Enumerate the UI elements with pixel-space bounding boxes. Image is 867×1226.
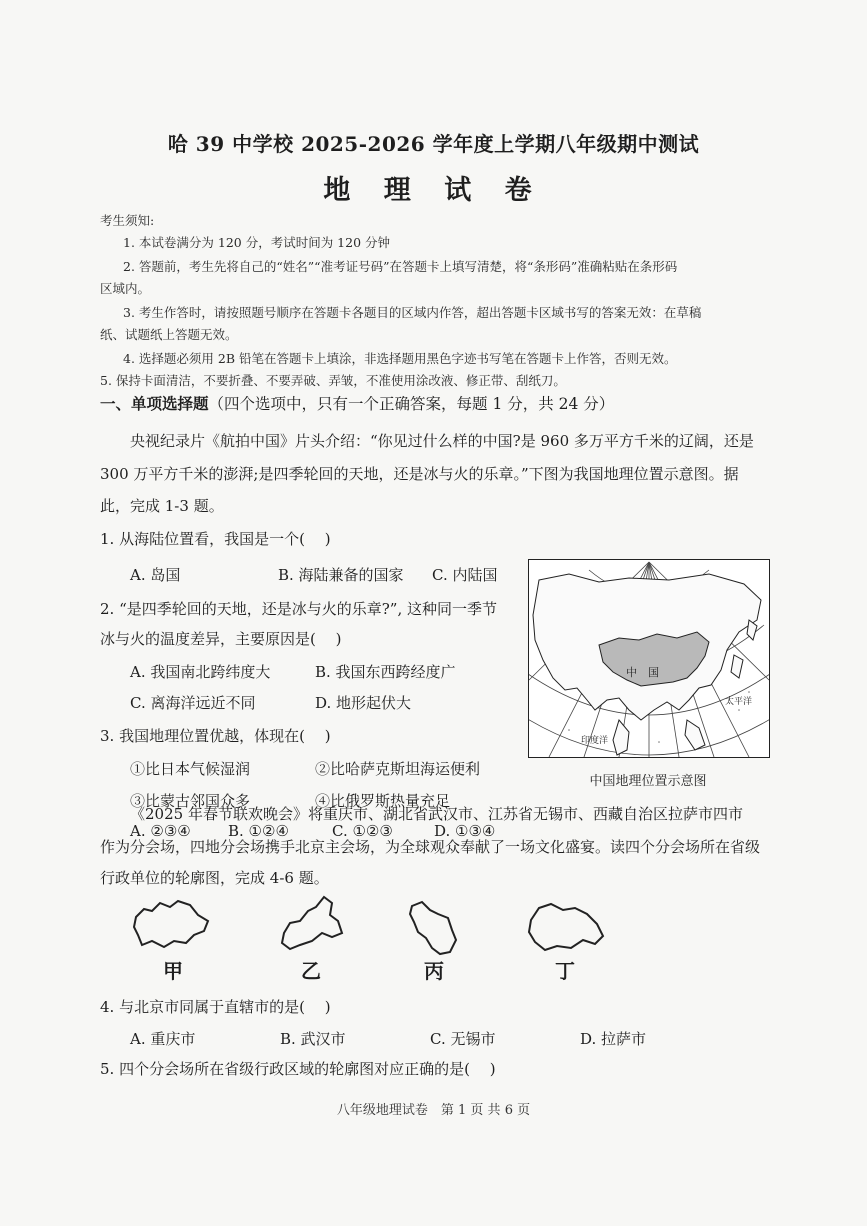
notice-line: 区域内。 — [100, 281, 151, 296]
q4-option-c: C. 无锡市 — [430, 1030, 496, 1048]
map-label-indian: 印度洋 — [581, 736, 609, 746]
subject-title: 地 理 试 卷 — [323, 175, 544, 206]
notice-line: 3. 考生作答时，请按照题号顺序在答题卡各题目的区域内作答，超出答题卡区域书写的答案无效：在草稿 — [123, 305, 702, 320]
question-5-stem: 5. 四个分会场所在省级行政区域的轮廓图对应正确的是( ) — [100, 1060, 496, 1078]
q3-item: ④比俄罗斯热量充足 — [315, 792, 451, 810]
passage2-line: 《2025 年春节联欢晚会》将重庆市、湖北省武汉市、江苏省无锡市、西藏自治区拉萨市四市 — [130, 805, 743, 823]
exam-title: 哈 39 中学校 2025-2026 学年度上学期八年级期中测试 — [167, 132, 700, 156]
map-caption: 中国地理位置示意图 — [589, 774, 707, 789]
q2-option-d: D. 地形起伏大 — [315, 694, 412, 712]
q2-option-a: A. 我国南北跨纬度大 — [130, 663, 271, 681]
q3-option-b: B. ①②④ — [228, 822, 289, 840]
passage-line: 此，完成 1-3 题。 — [100, 497, 224, 515]
notice-heading: 考生须知: — [100, 213, 155, 228]
q3-option-a: A. ②③④ — [130, 822, 191, 840]
map-label-pacific: 太平洋 — [725, 697, 753, 707]
question-3-stem: 3. 我国地理位置优越，体现在( ) — [100, 727, 331, 745]
q3-item: ②比哈萨克斯坦海运便利 — [315, 760, 481, 778]
section-title: 一、单项选择题 — [100, 394, 209, 413]
notice-line: 2. 答题前，考生先将自己的“姓名”“准考证号码”在答题卡上填写清楚，将“条形码”准确粘贴在条形码 — [123, 259, 678, 274]
outline-ding-shape — [525, 900, 607, 956]
q4-option-a: A. 重庆市 — [130, 1030, 196, 1048]
section-note: （四个选项中，只有一个正确答案，每题 1 分，共 24 分） — [208, 395, 615, 413]
q3-item: ①比日本气候湿润 — [130, 760, 251, 778]
section-heading — [100, 392, 614, 414]
q3-option-c: C. ①②③ — [332, 822, 393, 840]
q3-item: ③比蒙古邻国众多 — [130, 792, 251, 810]
q2-option-c: C. 离海洋远近不同 — [130, 694, 256, 712]
question-1-stem: 1. 从海陆位置看，我国是一个( ) — [100, 530, 331, 548]
passage-line: 300 万平方千米的澎湃;是四季轮回的天地，还是冰与火的乐章。”下图为我国地理位置示意图。据 — [100, 465, 739, 483]
map-graphic — [529, 560, 769, 757]
passage2-line: 行政单位的轮廓图，完成 4-6 题。 — [100, 869, 329, 887]
q1-option-b: B. 海陆兼备的国家 — [278, 566, 404, 584]
q3-option-d: D. ①③④ — [434, 822, 496, 840]
q1-option-c: C. 内陆国 — [432, 566, 498, 584]
notice-line: 纸、试题纸上答题无效。 — [100, 327, 238, 342]
outline-jia-label: 甲 — [163, 959, 183, 983]
outline-bing-shape — [404, 898, 462, 958]
question-2-stem: 冰与火的温度差异，主要原因是( ) — [100, 630, 342, 648]
passage-line: 央视纪录片《航拍中国》片头介绍：“你见过什么样的中国?是 960 多万平方千米的辽阔，还是 — [130, 432, 754, 450]
page-footer: 八年级地理试卷 第 1 页 共 6 页 — [336, 1103, 531, 1118]
q4-option-d: D. 拉萨市 — [580, 1030, 647, 1048]
outline-yi-label: 乙 — [301, 959, 321, 983]
q2-option-b: B. 我国东西跨经度广 — [315, 663, 456, 681]
outline-ding-label: 丁 — [555, 959, 575, 983]
china-location-map — [528, 559, 770, 758]
map-label-china: 中 国 — [626, 666, 659, 679]
notice-line: 1. 本试卷满分为 120 分，考试时间为 120 分钟 — [123, 235, 391, 250]
question-2-stem: 2. “是四季轮回的天地，还是冰与火的乐章?”, 这种同一季节 — [100, 600, 497, 618]
outline-yi-shape — [276, 893, 348, 955]
outline-bing-label: 丙 — [424, 959, 444, 983]
notice-line: 5. 保持卡面清洁，不要折叠、不要弄破、弄皱，不准使用涂改液、修正带、刮纸刀。 — [100, 373, 566, 388]
passage2-line: 作为分会场，四地分会场携手北京主会场，为全球观众奉献了一场文化盛宴。读四个分会场所在省级 — [100, 838, 761, 856]
notice-line: 4. 选择题必须用 2B 铅笔在答题卡上填涂，非选择题用黑色字迹书写笔在答题卡上作答，否则无效。 — [123, 351, 677, 366]
outline-jia-shape — [130, 895, 212, 953]
q1-option-a: A. 岛国 — [130, 566, 181, 584]
question-4-stem: 4. 与北京市同属于直辖市的是( ) — [100, 998, 331, 1016]
q4-option-b: B. 武汉市 — [280, 1030, 346, 1048]
